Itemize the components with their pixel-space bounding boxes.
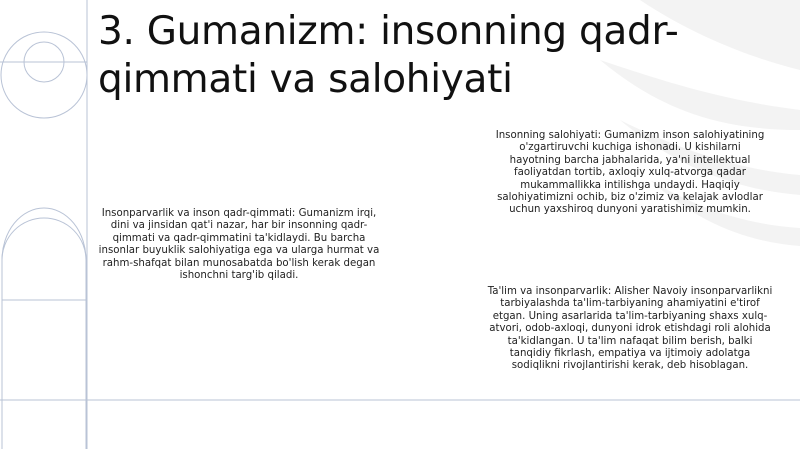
paragraph-human-potential: Insonning salohiyati: Gumanizm inson salohiyatining o'zgartiruvchi kuchiga ishonadi. U kishilarni hayotning barcha jabhalarida, ya'ni intellektual faoliyatdan tortib, axloqiy xulq-atvorga qadar mukammallikka intilishga undaydi. Haqiqiy salohiyatimizni ochib, biz o'zimiz va kelajak avlodlar uchun yaxshiroq dunyoni yaratishimiz mumkin.: [495, 130, 765, 216]
paragraph-education-humanism: Ta'lim va insonparvarlik: Alisher Navoiy insonparvarlikni tarbiyalashda ta'lim-tarbiyaning ahamiyatini e'tirof etgan. Uning asarlarida ta'lim-tarbiyaning shaxs xulq-atvori, odob-axloqi, dunyoni idrok etishdagi roli alohida ta'kidlangan. U ta'lim nafaqat bilim berish, balki tanqidiy fikrlash, empatiya va ijtimoiy adolatga sodiqlikni rivojlantirishi kerak, deb hisoblagan.: [487, 286, 773, 372]
paragraph-humanism-dignity: Insonparvarlik va inson qadr-qimmati: Gumanizm irqi, dini va jinsidan qat'i nazar, har bir insonning qadr-qimmati va qadr-qimmatini ta'kidlaydi. Bu barcha insonlar buyuklik salohiyatiga ega va ularga hurmat va rahm-shafqat bilan munosabatda bo'lish kerak degan ishonchni targ'ib qiladi.: [98, 208, 380, 282]
slide-title: 3. Gumanizm: insonning qadr-qimmati va salohiyati: [98, 9, 679, 102]
